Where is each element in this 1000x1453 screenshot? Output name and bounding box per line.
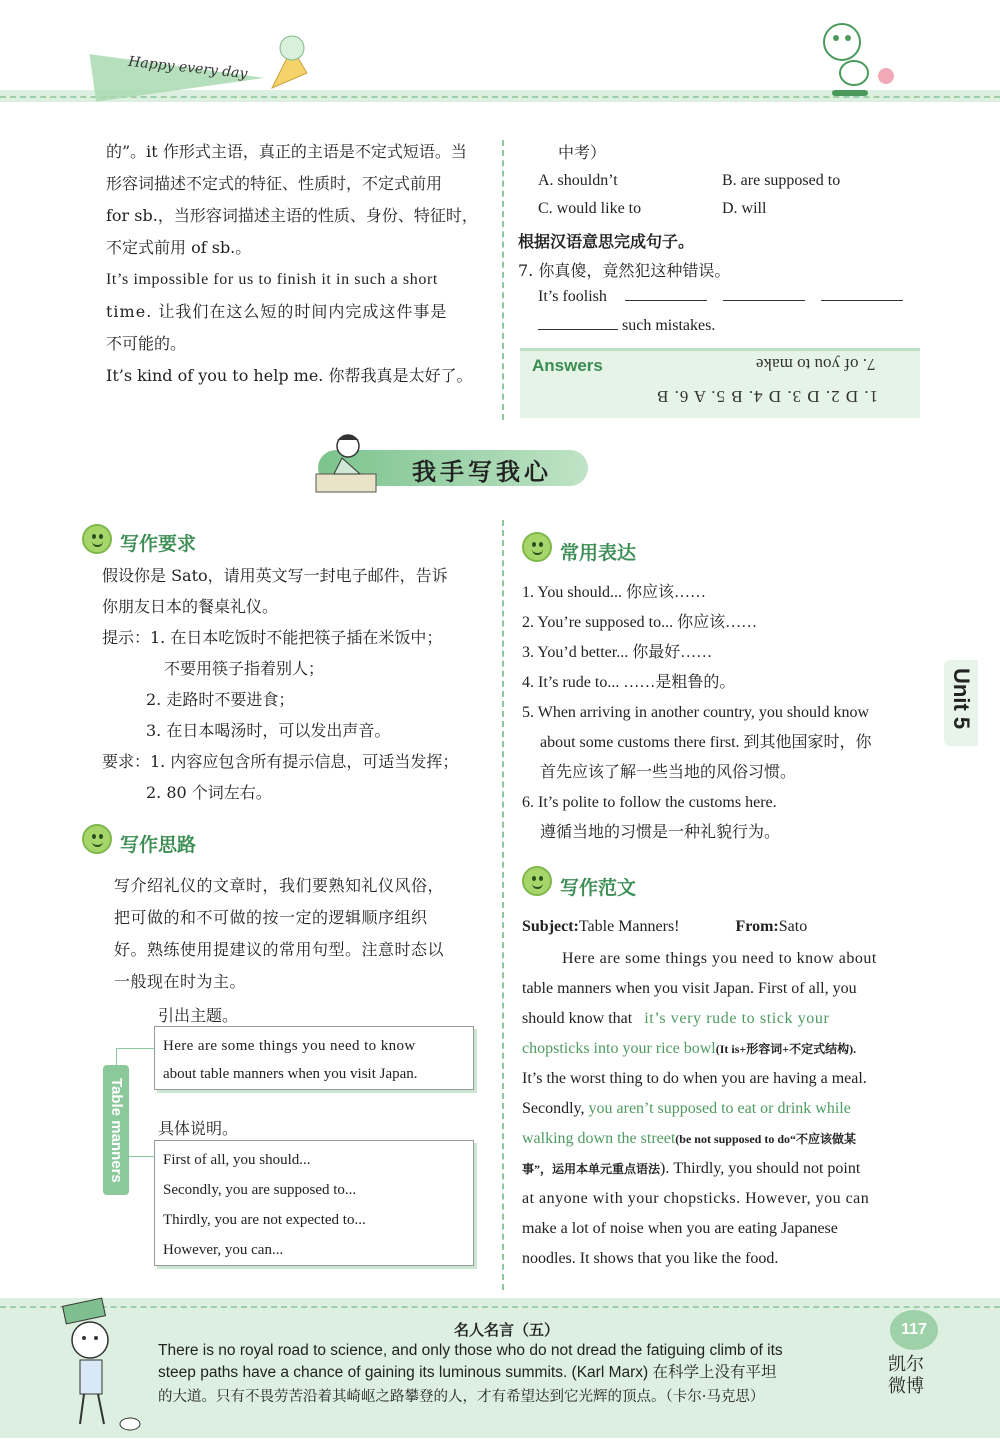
text-line: 写介绍礼仪的文章时，我们要熟知礼仪风俗， bbox=[114, 876, 445, 895]
subject-label: Subject: bbox=[522, 918, 579, 935]
q7-end: such mistakes. bbox=[622, 317, 716, 334]
expression-item: 5. When arriving in another country, you should know bbox=[522, 704, 870, 721]
text-line: 的”。it 作形式主语，真正的主语是不定式短语。当 bbox=[106, 142, 467, 161]
expression-item: 3. You’d better... 你最好…… bbox=[522, 644, 713, 661]
smiley-icon bbox=[82, 524, 112, 554]
writing-boy-icon bbox=[312, 430, 382, 496]
detail-line: Thirdly, you are not expected to... bbox=[163, 1212, 366, 1228]
text-line: 假设你是 Sato，请用英文写一封电子邮件，告诉 bbox=[102, 566, 448, 585]
subject-value: Table Manners! bbox=[578, 918, 680, 935]
text-line: 好。熟练使用提建议的常用句型。注意时态以 bbox=[114, 940, 445, 959]
essay-text: should know that bbox=[522, 1010, 633, 1027]
writing-requirements-text bbox=[102, 560, 492, 808]
expression-item: 2. You’re supposed to... 你应该…… bbox=[522, 614, 758, 631]
answers-line-1: 7. of you to make bbox=[756, 355, 876, 374]
highlighted-text: walking down the street bbox=[522, 1130, 676, 1147]
footer-dashed-line bbox=[0, 1306, 1000, 1308]
option-d: D. will bbox=[722, 200, 767, 217]
page-number: 117 bbox=[890, 1310, 938, 1350]
unit-label: Unit 5 bbox=[949, 668, 974, 730]
text-line: 2. 80 个词左右。 bbox=[146, 783, 272, 802]
heading-sample-essay: 写作范文 bbox=[560, 877, 637, 899]
text-line: 2. 走路时不要进食； bbox=[146, 690, 295, 709]
option-a: A. shouldn’t bbox=[538, 172, 618, 189]
essay-line: Here are some things you need to know about bbox=[562, 950, 877, 967]
answer-blank[interactable] bbox=[625, 287, 707, 301]
smiley-icon bbox=[522, 532, 552, 562]
column-divider-top bbox=[502, 140, 504, 420]
text-line: 不定式前用 of sb.。 bbox=[106, 238, 252, 257]
text-line: 3. 在日本喝汤时，可以发出声音。 bbox=[146, 721, 391, 740]
text-line: 你朋友日本的餐桌礼仪。 bbox=[102, 597, 279, 616]
option-c: C. would like to bbox=[538, 200, 642, 217]
detail-label: 具体说明。 bbox=[158, 1119, 239, 1138]
intro-label: 引出主题。 bbox=[158, 1006, 239, 1025]
text-line: 形容词描述不定式的特征、性质时，不定式前用 bbox=[106, 174, 443, 193]
essay-text: Secondly, bbox=[522, 1100, 585, 1117]
essay-line: make a lot of noise when you are eating Japanese bbox=[522, 1220, 838, 1237]
grammar-explanation bbox=[106, 136, 490, 392]
essay-line: table manners when you visit Japan. First of all, you bbox=[522, 980, 857, 997]
connector-line bbox=[116, 1048, 154, 1049]
common-expressions-list bbox=[522, 578, 932, 848]
from-value: Sato bbox=[778, 918, 808, 935]
detail-line: First of all, you should... bbox=[163, 1152, 311, 1168]
expression-item: 1. You should... 你应该…… bbox=[522, 584, 707, 601]
answer-blank[interactable] bbox=[723, 287, 805, 301]
highlighted-text: chopsticks into your rice bowl bbox=[522, 1040, 716, 1057]
question-7-line-2 bbox=[538, 316, 715, 335]
heading-common-expressions: 常用表达 bbox=[560, 542, 637, 564]
email-header bbox=[522, 918, 807, 936]
question-7: 7. 你真傻，竟然犯这种错误。 bbox=[518, 261, 731, 280]
question-7-line-1 bbox=[538, 287, 903, 306]
question-source: 中考） bbox=[558, 143, 607, 162]
from-label: From: bbox=[735, 918, 779, 935]
highlighted-text: you aren’t supposed to eat or drink while bbox=[588, 1100, 851, 1117]
answers-line-2: 1. D 2. D 3. D 4. B 5. A 6. B bbox=[656, 387, 879, 406]
essay-line bbox=[522, 1034, 922, 1064]
grammar-note: (be not supposed to do“不应该做某 bbox=[675, 1132, 856, 1146]
q7-start: It’s foolish bbox=[538, 288, 607, 305]
text-line: 不可能的。 bbox=[106, 334, 187, 353]
sample-essay-body bbox=[522, 944, 922, 1274]
essay-line: noodles. It shows that you like the food. bbox=[522, 1250, 779, 1267]
quote-line-1: There is no royal road to science, and only those who do not dread the fatiguing climb of its bbox=[158, 1342, 783, 1359]
highlighted-text: it’s very rude to stick your bbox=[644, 1010, 830, 1027]
essay-line bbox=[522, 1004, 922, 1034]
example-sentence: It’s kind of you to help me. 你帮我真是太好了。 bbox=[106, 366, 473, 385]
detail-box bbox=[154, 1140, 474, 1266]
answer-blank[interactable] bbox=[538, 316, 618, 330]
essay-line bbox=[522, 1094, 922, 1124]
intro-line: Here are some things you need to know bbox=[163, 1038, 416, 1054]
quote-line-2: steep paths have a chance of gaining its luminous summits. (Karl Marx) 在科学上没有平坦 bbox=[158, 1364, 777, 1381]
text-line: 要求：1. 内容应包含所有提示信息，可适当发挥； bbox=[102, 752, 459, 771]
smiley-icon bbox=[522, 866, 552, 896]
smiley-icon bbox=[82, 824, 112, 854]
expression-item: 6. It’s polite to follow the customs here. bbox=[522, 794, 777, 811]
text-line: 一般现在时为主。 bbox=[114, 972, 247, 991]
quote-title: 名人名言（五） bbox=[454, 1321, 560, 1339]
text-line: 不要用筷子指着别人； bbox=[164, 659, 325, 678]
table-manners-label: Table manners bbox=[103, 1065, 129, 1195]
expression-item: 遵循当地的习惯是一种礼貌行为。 bbox=[540, 824, 781, 841]
essay-text: ). Thirdly, you should not point bbox=[660, 1160, 861, 1177]
detail-line: Secondly, you are supposed to... bbox=[163, 1182, 357, 1198]
cartoon-boy-icon bbox=[50, 1296, 150, 1446]
grammar-note: 事”，运用本单元重点语法 bbox=[522, 1162, 661, 1176]
expression-item: 首先应该了解一些当地的风俗习惯。 bbox=[540, 764, 797, 781]
ice-cream-icon bbox=[262, 28, 322, 98]
answers-label: Answers bbox=[532, 356, 603, 375]
answer-blank[interactable] bbox=[821, 287, 903, 301]
intro-line: about table manners when you visit Japan. bbox=[163, 1066, 418, 1082]
writing-ideas-text bbox=[114, 870, 494, 998]
brand-logo-text: 凯尔 微博 bbox=[888, 1354, 924, 1397]
text-line: for sb.，当形容词描述主语的性质、身份、特征时， bbox=[106, 206, 478, 225]
essay-line bbox=[522, 1124, 922, 1154]
page-section-title: 我手写我心 bbox=[412, 457, 552, 486]
text-line: 把可做的和不可做的按一定的逻辑顺序组织 bbox=[114, 908, 428, 927]
detail-line: However, you can... bbox=[163, 1242, 284, 1258]
essay-line: It’s the worst thing to do when you are having a meal. bbox=[522, 1070, 867, 1087]
banner-text: Happy every day bbox=[127, 53, 249, 83]
grammar-note: (It is+形容词+不定式结构). bbox=[715, 1042, 857, 1056]
essay-line: at anyone with your chopsticks. However, you can bbox=[522, 1190, 870, 1207]
text-line: 提示：1. 在日本吃饭时不能把筷子插在米饭中； bbox=[102, 628, 443, 647]
intro-box bbox=[154, 1026, 474, 1090]
column-divider-bottom bbox=[502, 520, 504, 1290]
heading-writing-ideas: 写作思路 bbox=[120, 834, 197, 856]
expression-item: about some customs there first. 到其他国家时，你 bbox=[540, 734, 872, 751]
option-b: B. are supposed to bbox=[722, 172, 841, 189]
essay-line bbox=[522, 1154, 922, 1184]
expression-item: 4. It’s rude to... ……是粗鲁的。 bbox=[522, 674, 736, 691]
cartoon-character-icon bbox=[812, 18, 902, 100]
quote-line-3: 的大道。只有不畏劳苦沿着其崎岖之路攀登的人，才有希望达到它光辉的顶点。（卡尔·马克思） bbox=[158, 1389, 765, 1405]
heading-writing-requirements: 写作要求 bbox=[120, 533, 197, 555]
text-line: time. 让我们在这么短的时间内完成这件事是 bbox=[106, 302, 448, 321]
section-title: 根据汉语意思完成句子。 bbox=[518, 232, 695, 251]
example-sentence: It’s impossible for us to finish it in such a short bbox=[106, 271, 438, 288]
